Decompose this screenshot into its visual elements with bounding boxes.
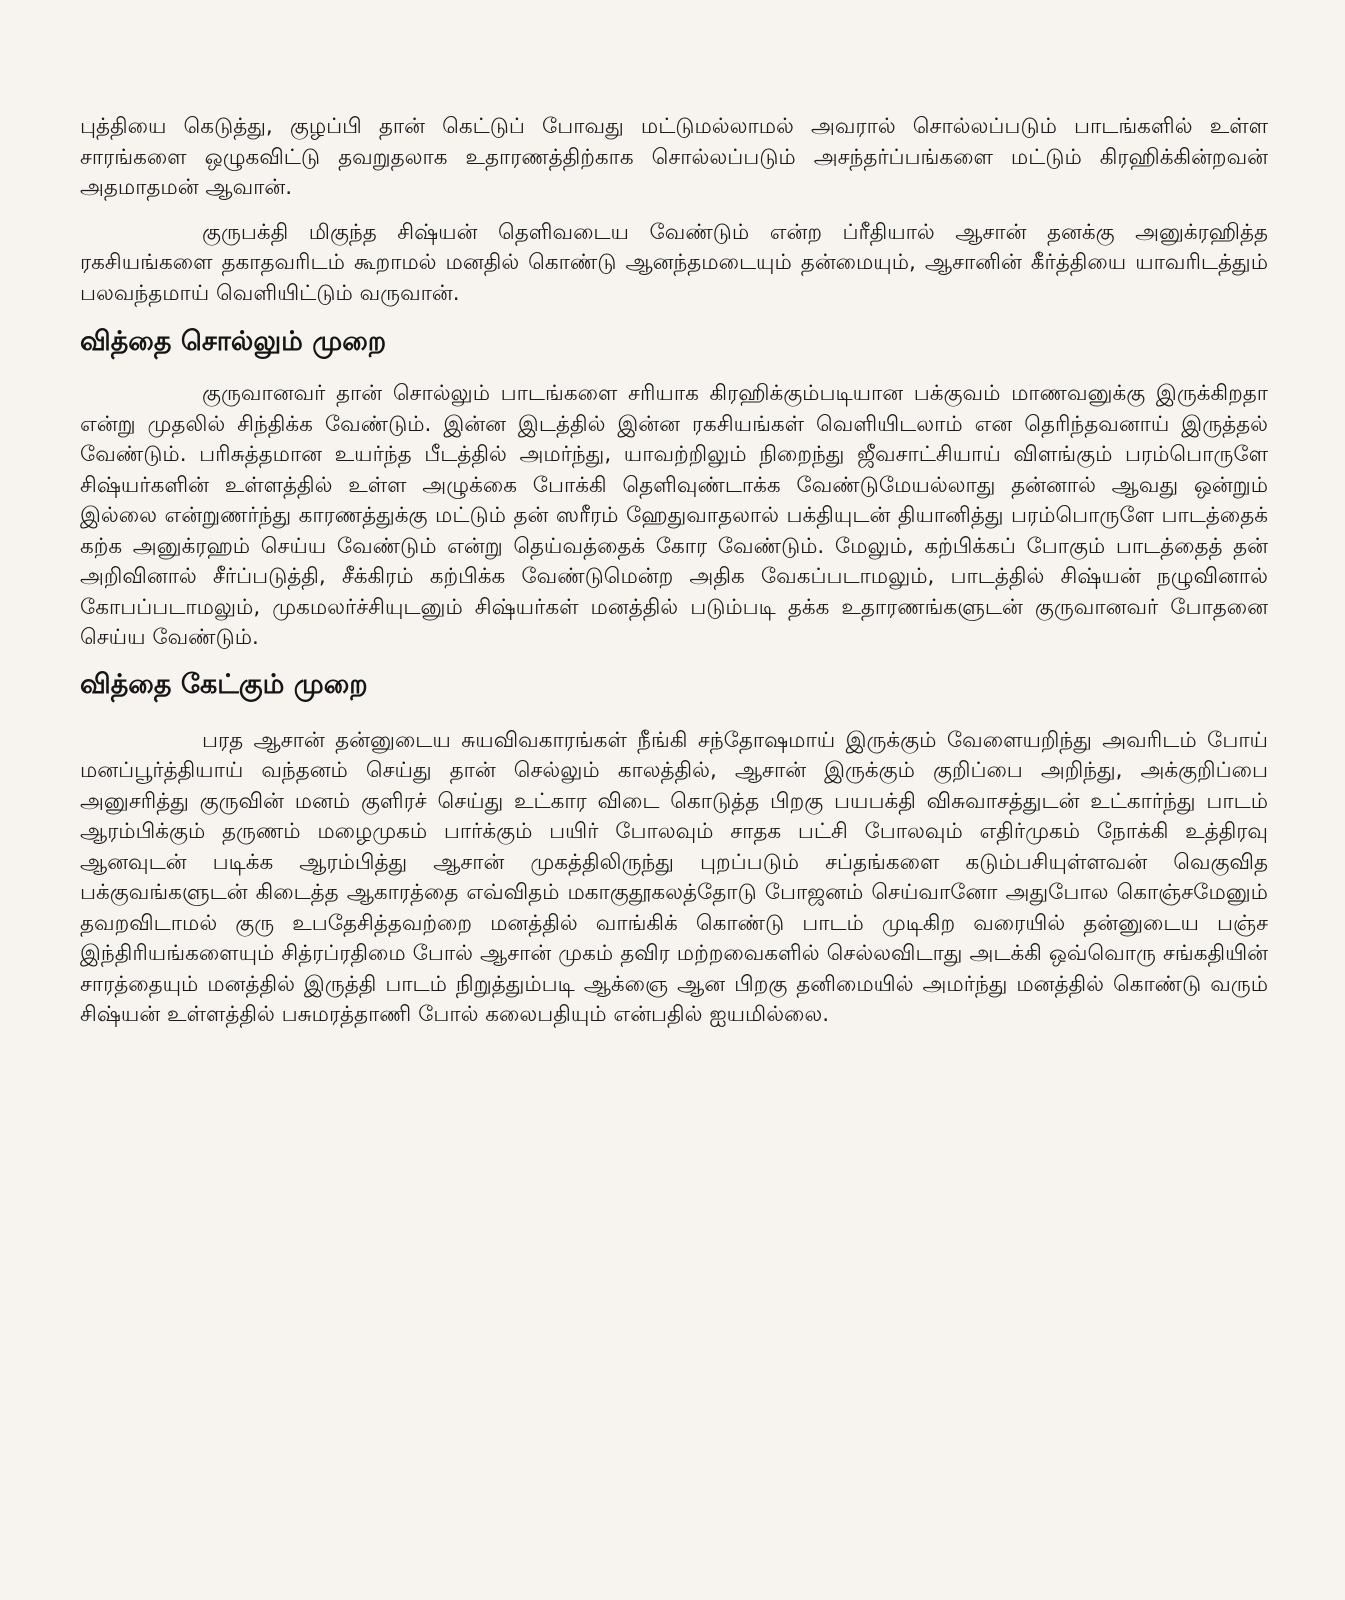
paragraph-3: குருவானவர் தான் சொல்லும் பாடங்களை சரியாக கிரஹிக்கும்படியான பக்குவம் மாணவனுக்கு இருக்கிறதா என்று முதலில் சிந்திக்க வேண்டும். இன்ன இடத்தில் இன்ன ரகசியங்கள் வெளியிடலாம் என தெரிந்தவனாய் இருத்தல் வேண்டும். பரிசுத்தமான உயர்ந்த பீடத்தில் அமர்ந்து, யாவற்றிலும் நிறைந்து ஜீவசாட்சியாய் விளங்கும் பரம்பொருளே சிஷ்யர்களின் உள்ளத்தில் உள்ள அழுக்கை போக்கி தெளிவுண்டாக்க வேண்டுமேயல்லாது தன்னால் ஆவது ஒன்றும் இல்லை என்றுணர்ந்து காரணத்துக்கு மட்டும் தன் ஸரீரம் ஹேதுவாதலால் பக்தியுடன் தியானித்து பரம்பொருளே பாடத்தைக் கற்க அனுக்ரஹம் செய்ய வேண்டும் என்று தெய்வத்தைக் கோர வேண்டும். மேலும், கற்பிக்கப் போகும் பாடத்தைத் தன் அறிவினால் சீர்ப்படுத்தி, சீக்கிரம் கற்பிக்க வேண்டுமென்ற அதிக வேகப்படாமலும், பாடத்தில் சிஷ்யன் நழுவினால் கோபப்படாமலும், முகமலர்ச்சியுடனும் சிஷ்யர்கள் மனத்தில் படும்படி தக்க உதாரணங்களுடன் குருவானவர் போதனை செய்ய வேண்டும்.: [80, 381, 1268, 650]
section-heading-teaching-method: வித்தை சொல்லும் முறை: [80, 326, 387, 357]
section-heading-learning-method: வித்தை கேட்கும் முறை: [80, 668, 368, 700]
paragraph-2: குருபக்தி மிகுந்த சிஷ்யன் தெளிவடைய வேண்டும் என்ற ப்ரீதியால் ஆசான் தனக்கு அனுக்ரஹித்த ரகசியங்களை தகாதவரிடம் கூறாமல் மனதில் கொண்டு ஆனந்தமடையும் தன்மையும், ஆசானின் கீர்த்தியை யாவரிடத்தும் பலவந்தமாய் வெளியிட்டும் வருவான்.: [80, 219, 1268, 306]
paragraph-4: பரத ஆசான் தன்னுடைய சுயவிவகாரங்கள் நீங்கி சந்தோஷமாய் இருக்கும் வேளையறிந்து அவரிடம் போய் மனப்பூர்த்தியாய் வந்தனம் செய்து தான் செல்லும் காலத்தில், ஆசான் இருக்கும் குறிப்பை அறிந்து, அக்குறிப்பை அனுசரித்து குருவின் மனம் குளிரச் செய்து உட்கார விடை கொடுத்த பிறகு பயபக்தி விசுவாசத்துடன் உட்கார்ந்து பாடம் ஆரம்பிக்கும் தருணம் மழைமுகம் பார்க்கும் பயிர் போலவும் சாதக பட்சி போலவும் எதிர்முகம் நோக்கி உத்திரவு ஆனவுடன் படிக்க ஆரம்பித்து ஆசான் முகத்திலிருந்து புறப்படும் சப்தங்களை கடும்பசியுள்ளவன் வெகுவித பக்குவங்களுடன் கிடைத்த ஆகாரத்தை எவ்விதம் மகாகுதூகலத்தோடு போஜனம் செய்வானோ அதுபோல கொஞ்சமேனும் தவறவிடாமல் குரு உபதேசித்தவற்றை மனத்தில் வாங்கிக் கொண்டு பாடம் முடிகிற வரையில் தன்னுடைய பஞ்ச இந்திரியங்களையும் சித்ரப்ரதிமை போல் ஆசான் முகம் தவிர மற்றவைகளில் செல்லவிடாது அடக்கி ஒவ்வொரு சங்கதியின் சாரத்தையும் மனத்தில் இருத்தி பாடம் நிறுத்தும்படி ஆக்ஞை ஆன பிறகு தனிமையில் அமர்ந்து மனத்தில் கொண்டு வரும் சிஷ்யன் உள்ளத்தில் பசுமரத்தாணி போல் கலைபதியும் என்பதில் ஐயமில்லை.: [80, 727, 1268, 1027]
document-body: [80, 112, 1268, 1031]
paragraph-1: புத்தியை கெடுத்து, குழப்பி தான் கெட்டுப் போவது மட்டுமல்லாமல் அவரால் சொல்லப்படும் பாடங்களில் உள்ள சாரங்களை ஒழுகவிட்டு தவறுதலாக உதாரணத்திற்காக சொல்லப்படும் அசந்தர்ப்பங்களை மட்டும் கிரஹிக்கின்றவன் அதமாதமன் ஆவான்.: [80, 114, 1268, 200]
